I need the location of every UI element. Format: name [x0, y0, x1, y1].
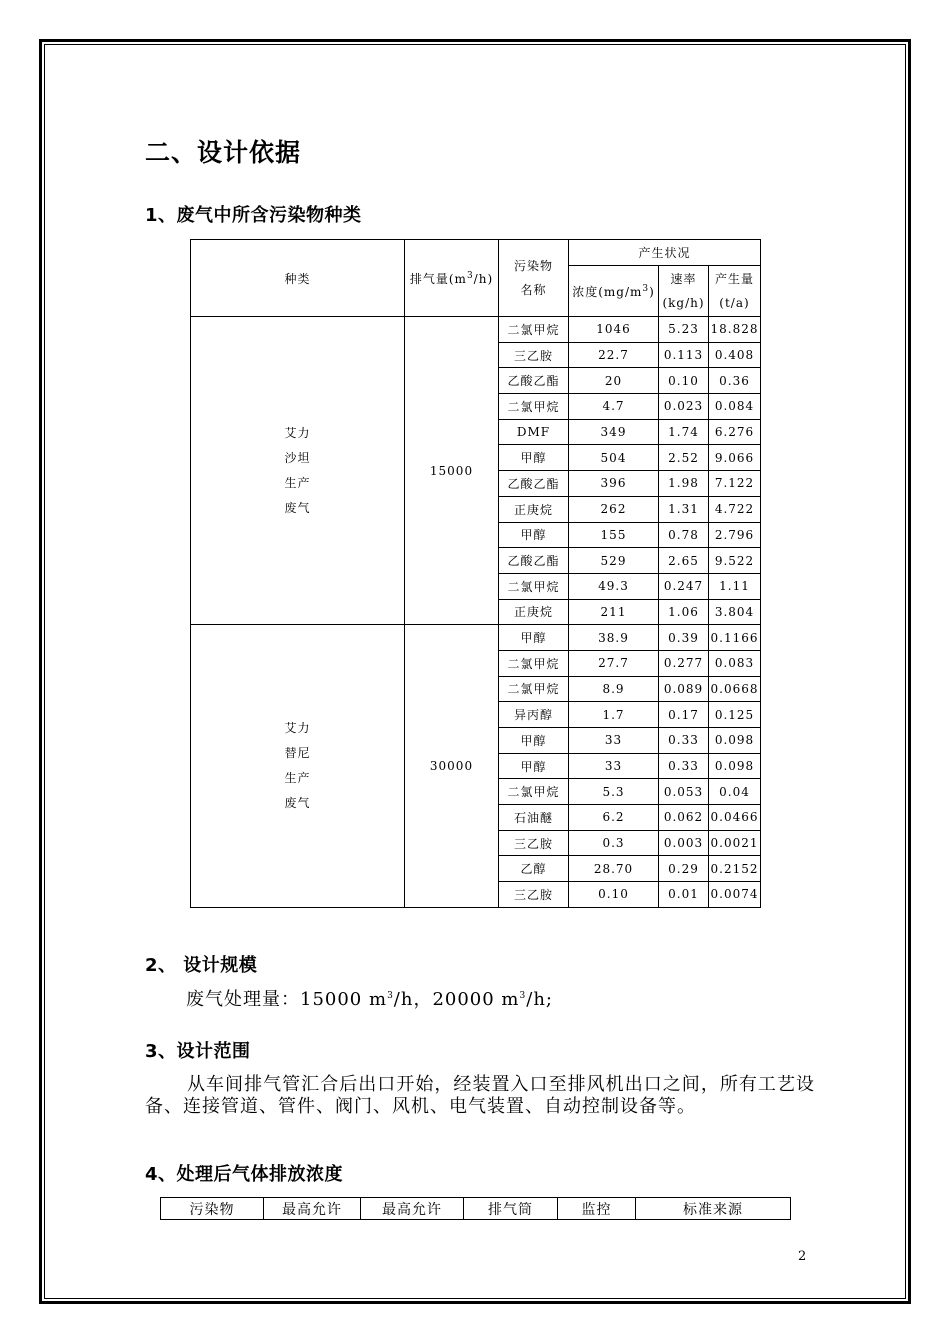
rate-cell: 2.65 [659, 548, 709, 574]
emission-header-cell: 最高允许 [264, 1198, 361, 1220]
rate-cell: 0.053 [659, 779, 709, 805]
rate-cell: 0.33 [659, 728, 709, 754]
group-flow: 30000 [405, 625, 499, 908]
pollutant-name-cell: 二氯甲烷 [499, 650, 569, 676]
concentration-cell: 5.3 [569, 779, 659, 805]
rate-cell: 1.06 [659, 599, 709, 625]
concentration-cell: 6.2 [569, 805, 659, 831]
pollutant-name-cell: 甲醇 [499, 445, 569, 471]
pollutant-name-cell: 二氯甲烷 [499, 317, 569, 343]
concentration-cell: 529 [569, 548, 659, 574]
rate-cell: 1.98 [659, 471, 709, 497]
section2-title: 2、 设计规模 [145, 955, 258, 976]
amount-cell: 0.098 [709, 728, 761, 754]
pollutant-name-cell: 正庚烷 [499, 599, 569, 625]
rate-cell: 5.23 [659, 317, 709, 343]
rate-cell: 0.062 [659, 805, 709, 831]
amount-cell: 0.083 [709, 650, 761, 676]
group-type-line: 废气 [284, 500, 311, 515]
section4-title: 4、处理后气体排放浓度 [145, 1164, 344, 1185]
group-type-line: 废气 [284, 796, 311, 811]
emission-header-cell: 标准来源 [636, 1198, 791, 1220]
amount-cell: 6.276 [709, 419, 761, 445]
concentration-cell: 33 [569, 728, 659, 754]
concentration-cell: 49.3 [569, 573, 659, 599]
amount-cell: 4.722 [709, 496, 761, 522]
amount-cell: 0.084 [709, 394, 761, 420]
pollutant-name-cell: 异丙醇 [499, 702, 569, 728]
section3-title: 3、设计范围 [145, 1041, 251, 1062]
concentration-cell: 349 [569, 419, 659, 445]
amount-cell: 0.0668 [709, 676, 761, 702]
concentration-cell: 504 [569, 445, 659, 471]
group-type [191, 317, 405, 625]
concentration-cell: 4.7 [569, 394, 659, 420]
rate-cell: 0.113 [659, 342, 709, 368]
emission-header-cell: 监控 [558, 1198, 636, 1220]
emission-header-cell: 排气筒 [464, 1198, 558, 1220]
amount-cell: 9.066 [709, 445, 761, 471]
amount-cell: 0.408 [709, 342, 761, 368]
pollutant-name-cell: 乙酸乙酯 [499, 548, 569, 574]
rate-cell: 0.10 [659, 368, 709, 394]
amount-cell: 1.11 [709, 573, 761, 599]
amount-cell: 0.0021 [709, 830, 761, 856]
header-amount: 产生量 (t/a) [709, 266, 761, 317]
concentration-cell: 8.9 [569, 676, 659, 702]
header-pollutant-name: 污染物 名称 [499, 240, 569, 317]
rate-cell: 1.31 [659, 496, 709, 522]
page-number: 2 [798, 1249, 807, 1264]
group-type-line: 艾力 [284, 721, 311, 736]
concentration-cell: 211 [569, 599, 659, 625]
pollutant-name-cell: 乙酸乙酯 [499, 368, 569, 394]
group-type-line: 沙坦 [284, 450, 311, 465]
header-type: 种类 [191, 240, 405, 317]
rate-cell: 0.29 [659, 856, 709, 882]
concentration-cell: 155 [569, 522, 659, 548]
amount-cell: 0.0074 [709, 882, 761, 908]
section3-text: 从车间排气管汇合后出口开始，经装置入口至排风机出口之间，所有工艺设备、连接管道、管件、阀门、风机、电气装置、自动控制设备等。 [145, 1074, 815, 1117]
concentration-cell: 27.7 [569, 650, 659, 676]
rate-cell: 1.74 [659, 419, 709, 445]
group-type-line: 替尼 [284, 746, 311, 761]
concentration-cell: 33 [569, 753, 659, 779]
pollutant-name-cell: 正庚烷 [499, 496, 569, 522]
amount-cell: 18.828 [709, 317, 761, 343]
group-flow: 15000 [405, 317, 499, 625]
rate-cell: 0.33 [659, 753, 709, 779]
pollutant-table [190, 239, 761, 908]
section1-title: 1、废气中所含污染物种类 [145, 205, 362, 226]
pollutant-name-cell: 甲醇 [499, 625, 569, 651]
group-type [191, 625, 405, 908]
group-type-line: 艾力 [284, 425, 311, 440]
main-heading: 二、设计依据 [145, 138, 302, 167]
header-rate: 速率 (kg/h) [659, 266, 709, 317]
amount-cell: 0.1166 [709, 625, 761, 651]
pollutant-name-cell: 乙酸乙酯 [499, 471, 569, 497]
pollutant-name-cell: 甲醇 [499, 753, 569, 779]
pollutant-name-cell: 三乙胺 [499, 830, 569, 856]
header-status: 产生状况 [569, 240, 761, 266]
pollutant-name-cell: 二氯甲烷 [499, 394, 569, 420]
emission-header-cell: 污染物 [161, 1198, 264, 1220]
amount-cell: 0.2152 [709, 856, 761, 882]
pollutant-name-cell: 二氯甲烷 [499, 573, 569, 599]
header-concentration: 浓度$(mg/m^3)$ [569, 266, 659, 317]
group-type-line: 生产 [284, 771, 311, 786]
pollutant-name-cell: 二氯甲烷 [499, 779, 569, 805]
amount-cell: 0.04 [709, 779, 761, 805]
rate-cell: 0.277 [659, 650, 709, 676]
emission-header-cell: 最高允许 [361, 1198, 464, 1220]
concentration-cell: 262 [569, 496, 659, 522]
amount-cell: 0.125 [709, 702, 761, 728]
concentration-cell: 0.10 [569, 882, 659, 908]
pollutant-name-cell: 甲醇 [499, 522, 569, 548]
rate-cell: 0.089 [659, 676, 709, 702]
pollutant-name-cell: 乙醇 [499, 856, 569, 882]
rate-cell: 2.52 [659, 445, 709, 471]
concentration-cell: 38.9 [569, 625, 659, 651]
pollutant-name-cell: 三乙胺 [499, 342, 569, 368]
rate-cell: 0.78 [659, 522, 709, 548]
amount-cell: 0.098 [709, 753, 761, 779]
emission-table [160, 1197, 791, 1220]
amount-cell: 0.0466 [709, 805, 761, 831]
amount-cell: 9.522 [709, 548, 761, 574]
concentration-cell: 20 [569, 368, 659, 394]
rate-cell: 0.023 [659, 394, 709, 420]
pollutant-name-cell: 三乙胺 [499, 882, 569, 908]
concentration-cell: 28.70 [569, 856, 659, 882]
pollutant-name-cell: DMF [499, 419, 569, 445]
pollutant-name-cell: 石油醚 [499, 805, 569, 831]
rate-cell: 0.39 [659, 625, 709, 651]
concentration-cell: 0.3 [569, 830, 659, 856]
concentration-cell: 1.7 [569, 702, 659, 728]
rate-cell: 0.003 [659, 830, 709, 856]
section2-text: 废气处理量：15000 $m^3/h$，20000 $m^3/h$; [186, 989, 553, 1010]
pollutant-name-cell: 甲醇 [499, 728, 569, 754]
concentration-cell: 1046 [569, 317, 659, 343]
rate-cell: 0.17 [659, 702, 709, 728]
header-exhaust-volume: 排气量$(m^3/h)$ [405, 240, 499, 317]
concentration-cell: 396 [569, 471, 659, 497]
group-type-line: 生产 [284, 475, 311, 490]
amount-cell: 7.122 [709, 471, 761, 497]
amount-cell: 0.36 [709, 368, 761, 394]
amount-cell: 3.804 [709, 599, 761, 625]
table-row [191, 625, 761, 651]
table-row [191, 317, 761, 343]
pollutant-name-cell: 二氯甲烷 [499, 676, 569, 702]
rate-cell: 0.01 [659, 882, 709, 908]
concentration-cell: 22.7 [569, 342, 659, 368]
rate-cell: 0.247 [659, 573, 709, 599]
amount-cell: 2.796 [709, 522, 761, 548]
